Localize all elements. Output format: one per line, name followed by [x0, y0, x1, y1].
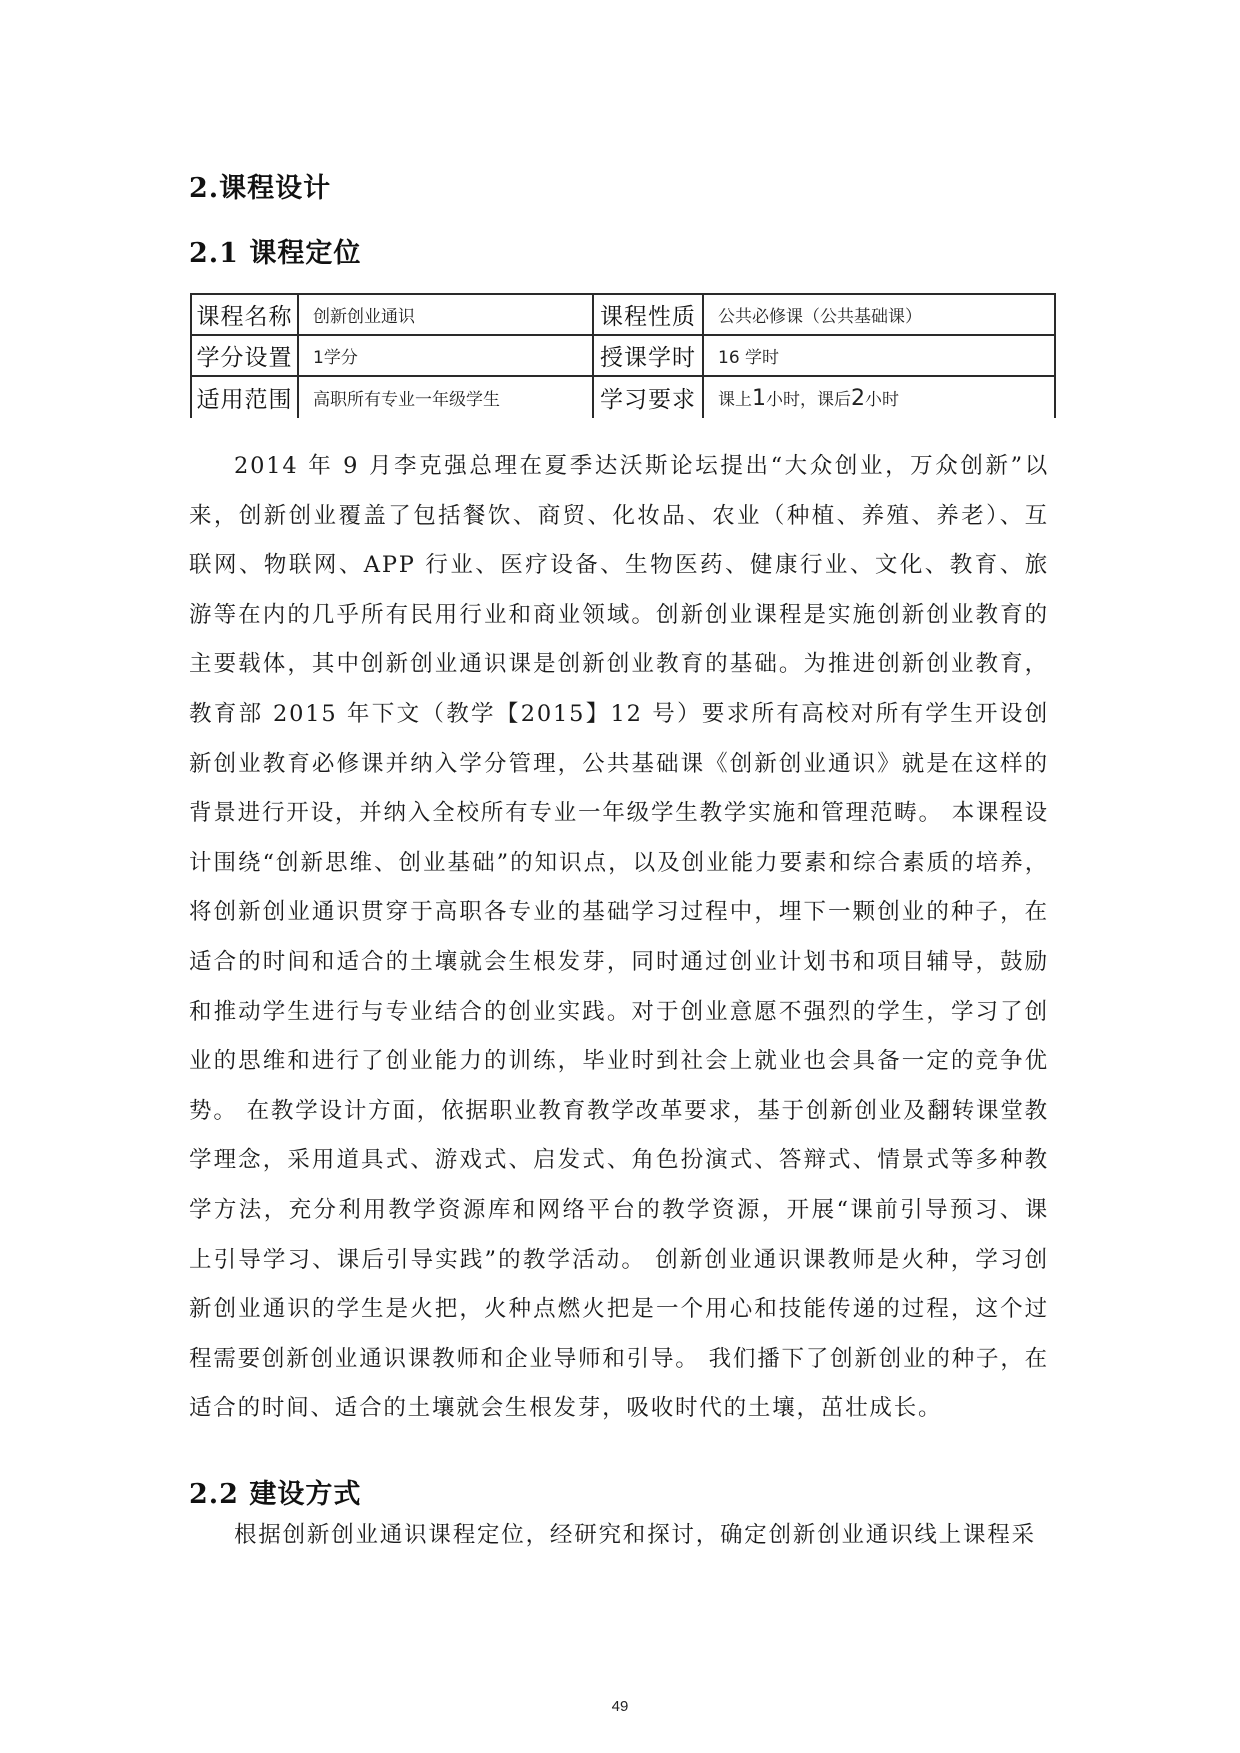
- positioning-heading: 2.1 课程定位: [189, 238, 362, 269]
- table-row: [191, 294, 1055, 335]
- in-class-hours: 1: [752, 385, 766, 411]
- study-requirement-value: [703, 376, 1055, 418]
- construction-heading: 2.2 建设方式: [189, 1479, 362, 1510]
- study-requirement-text: 小时，课后: [766, 389, 851, 410]
- study-requirement-text: 课上: [718, 389, 752, 410]
- credit-value: 1学分: [298, 335, 593, 376]
- teaching-hours-label: 授课学时: [593, 335, 703, 376]
- body-paragraph: 2014 年 9 月李克强总理在夏季达沃斯论坛提出“大众创业，万众创新”以来，创新创业覆盖了包括餐饮、商贸、化妆品、农业（种植、养殖、养老）、互联网、物联网、APP 行业、医疗设备、生物医药、健康行业、文化、教育、旅游等在内的几乎所有民用行业和商业领域。创新创业课程是实施创新创业教育的主要载体，其中创新创业通识课是创新创业教育的基础。为推进创新创业教育，教育部 2015 年下文（教学【2015】12 号）要求所有高校对所有学生开设创新创业教育必修课并纳入学分管理，公共基础课《创新创业通识》就是在这样的背景进行开设，并纳入全校所有专业一年级学生教学实施和管理范畴。 本课程设计围绕“创新思维、创业基础”的知识点，以及创业能力要素和综合素质的培养，将创新创业通识贯穿于高职各专业的基础学习过程中，埋下一颗创业的种子，在适合的时间和适合的土壤就会生根发芽，同时通过创业计划书和项目辅导，鼓励和推动学生进行与专业结合的创业实践。对于创业意愿不强烈的学生，学习了创业的思维和进行了创业能力的训练，毕业时到社会上就业也会具备一定的竞争优势。 在教学设计方面，依据职业教育教学改革要求，基于创新创业及翻转课堂教学理念，采用道具式、游戏式、启发式、角色扮演式、答辩式、情景式等多种教学方法，充分利用教学资源库和网络平台的教学资源，开展“课前引导预习、课上引导学习、课后引导实践”的教学活动。 创新创业通识课教师是火种，学习创新创业通识的学生是火把，火种点燃火把是一个用心和技能传递的过程，这个过程需要创新创业通识课教师和企业导师和引导。 我们播下了创新创业的种子，在适合的时间、适合的土壤就会生根发芽，吸收时代的土壤，茁壮成长。: [189, 453, 1049, 1422]
- credit-label: 学分设置: [191, 335, 298, 376]
- table-row: [191, 376, 1055, 418]
- body-paragraph: 根据创新创业通识课程定位，经研究和探讨，确定创新创业通识线上课程采: [234, 1522, 1036, 1548]
- table-row: [191, 335, 1055, 376]
- scope-value: 高职所有专业一年级学生: [298, 376, 593, 418]
- teaching-hours-value: 16 学时: [703, 335, 1055, 376]
- section-heading: 2.课程设计: [189, 173, 332, 204]
- study-requirement-text: 小时: [865, 389, 899, 410]
- page-number: 49: [611, 1698, 629, 1715]
- course-info-table: [190, 293, 1056, 418]
- course-nature-value: 公共必修课（公共基础课）: [703, 294, 1055, 335]
- course-name-label: 课程名称: [191, 294, 298, 335]
- scope-label: 适用范围: [191, 376, 298, 418]
- study-requirement-label: 学习要求: [593, 376, 703, 418]
- course-name-value: 创新创业通识: [298, 294, 593, 335]
- after-class-hours: 2: [851, 385, 865, 411]
- course-nature-label: 课程性质: [593, 294, 703, 335]
